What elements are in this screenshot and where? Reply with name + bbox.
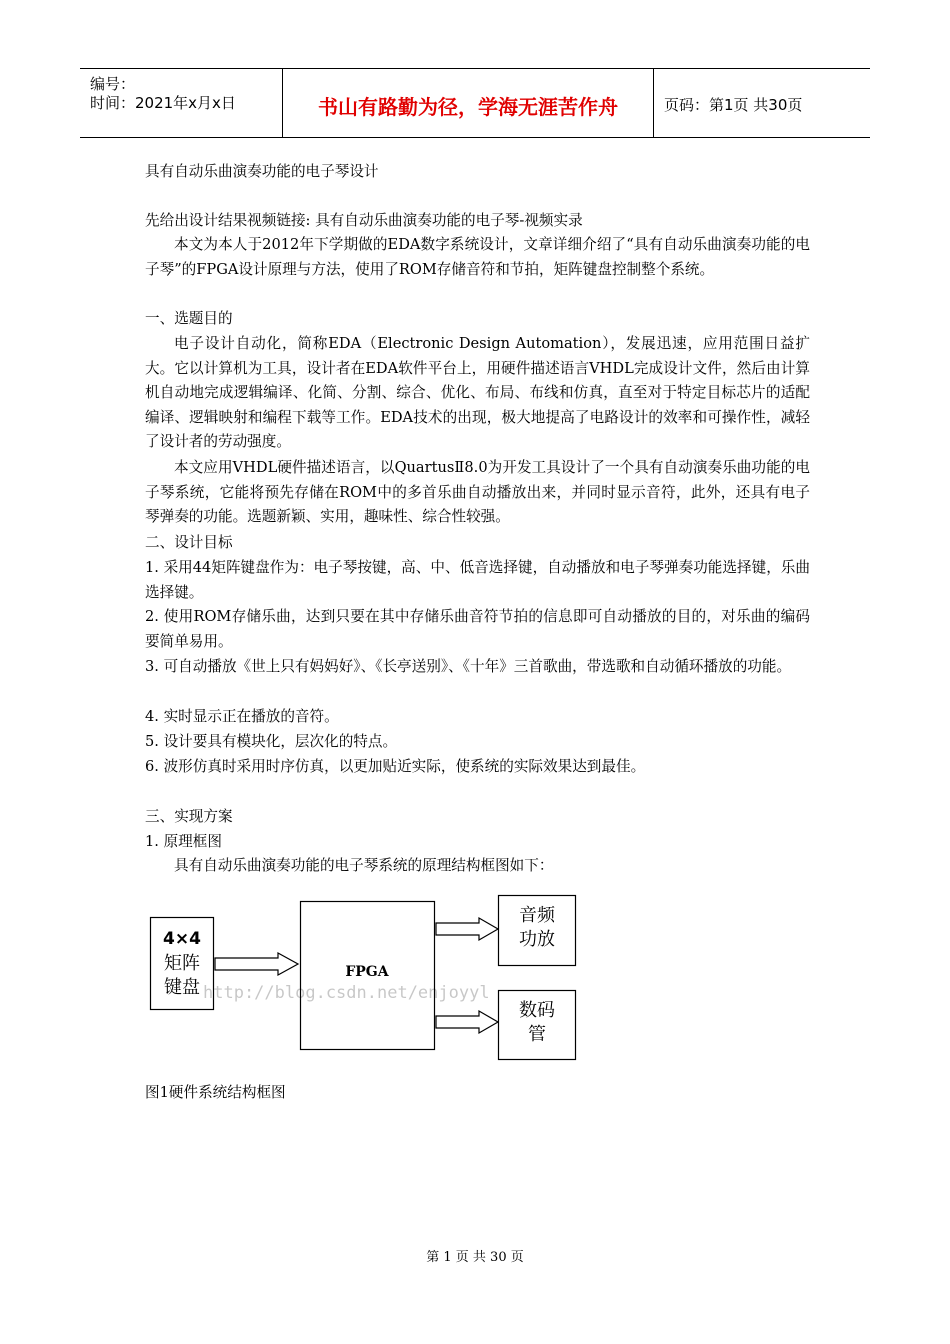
goal-item-5: 5. 设计要具有模块化，层次化的特点。 bbox=[145, 733, 398, 750]
header-left-cell bbox=[80, 69, 282, 137]
arrow-fpga-to-display bbox=[436, 1011, 498, 1033]
header-page-number: 页码：第1页 共30页 bbox=[664, 96, 803, 114]
goal-item-2: 2. 使用ROM存储乐曲，达到只要在其中存储乐曲音符节拍的信息即可自动播放的目的，对乐曲的编码要简单易用。 bbox=[145, 608, 810, 650]
header-right-cell bbox=[654, 69, 870, 137]
vhdl-paragraph: 本文应用VHDL硬件描述语言，以QuartusⅡ8.0为开发工具设计了一个具有自动演奏乐曲功能的电子琴系统，它能将预先存储在ROM中的多首乐曲自动播放出来，并同时显示音符，此外，还具有电子琴弹奏的功能。选题新颖、实用，趣味性、综合性较强。 bbox=[145, 459, 810, 525]
hardware-block-diagram bbox=[145, 892, 585, 1064]
page-footer: 第 1 页 共 30 页 bbox=[426, 1250, 524, 1265]
document-title: 具有自动乐曲演奏功能的电子琴设计 bbox=[145, 163, 379, 180]
intro-paragraph: 本文为本人于2012年下学期做的EDA数字系统设计，文章详细介绍了“具有自动乐曲演奏功能的电子琴”的FPGA设计原理与方法，使用了ROM存储音符和节拍，矩阵键盘控制整个系统。 bbox=[145, 236, 810, 278]
section-heading-2: 二、设计目标 bbox=[145, 534, 233, 551]
goal-item-1: 1. 采用44矩阵键盘作为：电子琴按键，高、中、低音选择键，自动播放和电子琴弹奏功能选择键，乐曲选择键。 bbox=[145, 559, 810, 601]
video-link-line: 先给出设计结果视频链接: 具有自动乐曲演奏功能的电子琴-视频实录 bbox=[145, 212, 583, 229]
header-middle-cell bbox=[282, 69, 654, 137]
goal-item-6: 6. 波形仿真时采用时序仿真，以更加贴近实际，使系统的实际效果达到最佳。 bbox=[145, 758, 646, 775]
diagram-watermark: http://blog.csdn.net/enjoyyl bbox=[203, 983, 490, 1003]
keypad-label-2: 矩阵 bbox=[164, 953, 200, 974]
figure-caption: 图1硬件系统结构框图 bbox=[145, 1084, 286, 1101]
eda-paragraph: 电子设计自动化，简称EDA（Electronic Design Automation），发展迅速，应用范围日益扩大。它以计算机为工具，设计者在EDA软件平台上，用硬件描述语言VHDL完成设计文件，然后由计算机自动地完成逻辑编译、化简、分割、综合、优化、布局、布线和仿真，直至对于特定目标芯片的适配编译、逻辑映射和编程下载等工作。EDA技术的出现，极大地提高了电路设计的效率和可操作性，减轻了设计者的劳动强度。 bbox=[145, 335, 810, 450]
audio-amp-label-1: 音频 bbox=[519, 905, 555, 926]
section-heading-1: 一、选题目的 bbox=[145, 310, 233, 327]
document-number: 编号： bbox=[90, 75, 136, 93]
section-heading-3: 三、实现方案 bbox=[145, 808, 233, 825]
arrow-keypad-to-fpga bbox=[215, 953, 298, 975]
display-label-1: 数码 bbox=[519, 1000, 555, 1021]
document-date: 时间：2021年x月x日 bbox=[90, 94, 236, 112]
audio-amp-label-2: 功放 bbox=[519, 929, 555, 950]
keypad-label-3: 键盘 bbox=[164, 977, 200, 998]
diagram-intro: 具有自动乐曲演奏功能的电子琴系统的原理结构框图如下： bbox=[174, 857, 554, 874]
goal-item-3: 3. 可自动播放《世上只有妈妈好》、《长亭送别》、《十年》三首歌曲，带选歌和自动循环播放的功能。 bbox=[145, 658, 792, 675]
keypad-label-1: 4×4 bbox=[163, 929, 201, 949]
goal-item-4: 4. 实时显示正在播放的音符。 bbox=[145, 708, 339, 725]
arrow-fpga-to-audio bbox=[436, 918, 498, 940]
subsection-heading: 1. 原理框图 bbox=[145, 833, 222, 850]
display-label-2: 管 bbox=[528, 1024, 546, 1045]
page-header bbox=[80, 68, 870, 138]
fpga-label: FPGA bbox=[345, 964, 389, 980]
header-motto: 书山有路勤为径，学海无涯苦作舟 bbox=[318, 95, 618, 119]
